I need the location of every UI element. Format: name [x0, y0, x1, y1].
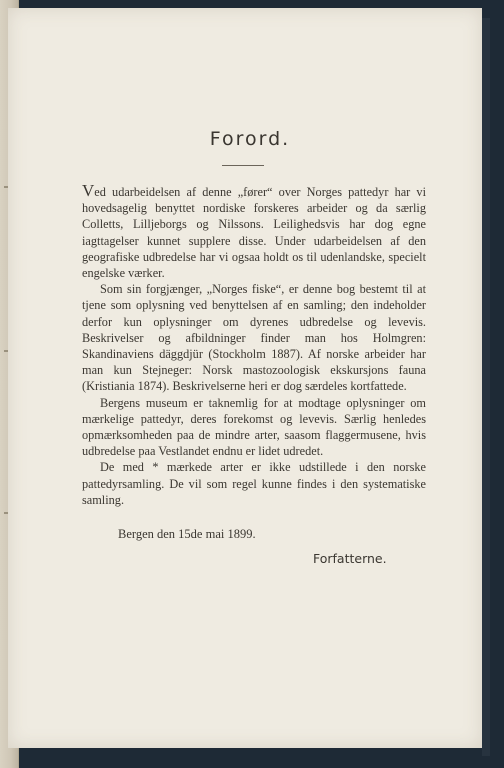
drop-cap: V — [82, 181, 95, 200]
paragraph — [82, 183, 426, 281]
paragraph-text: ed udarbeidelsen af denne „fører“ over Norges pattedyr har vi hovedsagelig benyttet nordiske forskeres arbeider og da særlig Colletts, Lilljeborgs og Nilssons. Leilighedsvis har dog egne iagttagelser kunnet supplere disse. Under udarbeidelsen af den geografiske udbredelse har vi ogsaa holdt os til udenlandske, specielt engelske værker. — [82, 185, 426, 281]
title-rule — [222, 165, 264, 166]
paragraph: Som sin forgjænger, „Norges fiske“, er denne bog bestemt til at tjene som oplysning ved benyttelsen af en samling; den indeholder derfor kun oplysninger om dyrenes udbredelse og levevis. Beskrivelser og afbildninger finder man hos Holmgren: Skandinaviens däggdjür (Stockholm 1887). Af norske arbeider har man kun Stejneger: Norsk mastozoologisk ekskursjons fauna (Kristiania 1874). Beskrivelserne heri er dog særdeles kortfattede. — [82, 282, 426, 394]
page-edge — [482, 18, 490, 756]
preface-text — [82, 183, 426, 508]
paragraph: Bergens museum er taknemlig for at modtage oplysninger om mærkelige pattedyr, deres forekomst og levevis. Særlig henledes opmærksomheden paa de mindre arter, saasom flaggermusene, hvis udbredelse paa Vestlandet endnu er lidet udredet. — [82, 395, 426, 459]
signature: Forfatterne. — [313, 551, 387, 566]
date-line: Bergen den 15de mai 1899. — [118, 527, 256, 541]
page-title: Forord. — [209, 128, 291, 150]
paragraph: De med * mærkede arter er ikke udstillede i den norske pattedyrsamling. De vil som regel kunne findes i den systematiske samling. — [82, 460, 426, 507]
